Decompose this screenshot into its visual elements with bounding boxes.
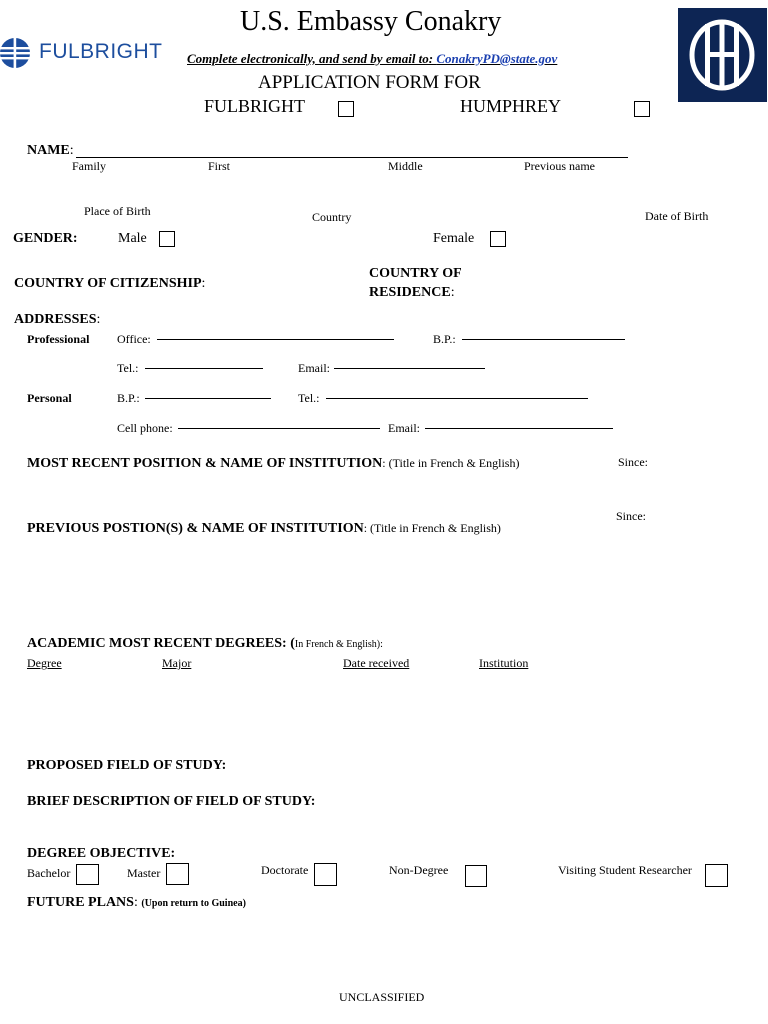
visiting-researcher-label: Visiting Student Researcher: [558, 863, 692, 877]
future-plans-note: (Upon return to Guinea): [141, 898, 246, 909]
fulbright-logo-text: FULBRIGHT: [39, 40, 163, 63]
personal-email-input-line[interactable]: [425, 428, 613, 429]
visiting-researcher-checkbox[interactable]: [705, 864, 728, 887]
fulbright-checkbox[interactable]: [338, 101, 354, 117]
office-input-line[interactable]: [157, 339, 394, 340]
recent-position-note: : (Title in French & English): [382, 456, 520, 470]
personal-tel-input-line[interactable]: [326, 398, 588, 399]
doctorate-checkbox[interactable]: [314, 863, 337, 886]
name-label: NAME:: [27, 143, 74, 158]
non-degree-label: Non-Degree: [389, 863, 449, 877]
gender-label: GENDER:: [13, 231, 78, 246]
master-checkbox[interactable]: [166, 863, 189, 885]
date-received-column-header: Date received: [343, 656, 410, 670]
instruction-line: [187, 51, 557, 67]
male-checkbox[interactable]: [159, 231, 175, 247]
professional-tel-label: Tel.:: [117, 361, 139, 375]
citizenship-label: COUNTRY OF CITIZENSHIP:: [14, 276, 206, 291]
bachelor-checkbox[interactable]: [76, 864, 99, 885]
female-checkbox[interactable]: [490, 231, 506, 247]
future-plans-heading: FUTURE PLANS: (Upon return to Guinea): [27, 895, 246, 910]
form-title: APPLICATION FORM FOR: [258, 72, 481, 93]
doctorate-label: Doctorate: [261, 863, 309, 877]
recent-position-label: MOST RECENT POSITION & NAME OF INSTITUTION: [27, 456, 383, 471]
residence-label-line1: COUNTRY OF: [369, 266, 462, 281]
option-fulbright-label: FULBRIGHT: [204, 96, 306, 116]
professional-label: Professional: [27, 332, 90, 346]
citizenship-label-text: COUNTRY OF CITIZENSHIP: [14, 276, 202, 291]
emblem-icon: [678, 8, 767, 102]
previous-position-note: : (Title in French & English): [363, 521, 501, 535]
cell-phone-input-line[interactable]: [178, 428, 380, 429]
name-sublabel-middle: Middle: [388, 159, 423, 173]
personal-bp-input-line[interactable]: [145, 398, 271, 399]
personal-tel-label: Tel.:: [298, 391, 320, 405]
place-of-birth-label: Place of Birth: [84, 204, 151, 218]
residence-label-line2: RESIDENCE:: [369, 285, 455, 300]
name-label-text: NAME: [27, 143, 70, 158]
proposed-field-label: PROPOSED FIELD OF STUDY:: [27, 758, 227, 773]
professional-email-input-line[interactable]: [334, 368, 485, 369]
bachelor-label: Bachelor: [27, 866, 71, 880]
recent-since-label: Since:: [618, 455, 648, 469]
professional-tel-input-line[interactable]: [145, 368, 263, 369]
name-input-line[interactable]: [76, 157, 628, 158]
female-label: Female: [433, 231, 475, 246]
country-label: Country: [312, 210, 352, 224]
professional-bp-label: B.P.:: [433, 332, 456, 346]
classification-footer: UNCLASSIFIED: [339, 990, 425, 1004]
previous-since-label: Since:: [616, 509, 646, 523]
office-label: Office:: [117, 332, 151, 346]
fulbright-globe-icon: [0, 36, 32, 70]
option-humphrey-label: HUMPHREY: [460, 96, 562, 116]
page-title: U.S. Embassy Conakry: [240, 6, 502, 37]
personal-label: Personal: [27, 391, 72, 405]
male-label: Male: [118, 231, 147, 246]
degrees-label: ACADEMIC MOST RECENT DEGREES: (: [27, 636, 295, 651]
professional-bp-input-line[interactable]: [462, 339, 625, 340]
date-of-birth-label: Date of Birth: [645, 209, 709, 223]
contact-email-link[interactable]: ConakryPD@state.gov: [436, 51, 558, 66]
humphrey-checkbox[interactable]: [634, 101, 650, 117]
degrees-note: In French & English):: [294, 639, 383, 650]
major-column-header: Major: [162, 656, 192, 670]
addresses-label-text: ADDRESSES: [14, 312, 97, 327]
previous-position-heading: [27, 519, 501, 537]
field-description-label: BRIEF DESCRIPTION OF FIELD OF STUDY:: [27, 794, 316, 809]
recent-position-heading: [27, 454, 519, 472]
degree-objective-label: DEGREE OBJECTIVE:: [27, 846, 176, 861]
personal-bp-label: B.P.:: [117, 391, 140, 405]
previous-position-label: PREVIOUS POSTION(S) & NAME OF INSTITUTION: [27, 521, 364, 536]
name-sublabel-previous: Previous name: [524, 159, 595, 173]
name-sublabel-first: First: [208, 159, 231, 173]
addresses-label: ADDRESSES:: [14, 312, 101, 327]
institution-column-header: Institution: [479, 656, 529, 670]
degree-column-header: Degree: [27, 656, 62, 670]
non-degree-checkbox[interactable]: [465, 865, 487, 887]
instruction-text: Complete electronically, and send by email to:: [187, 51, 437, 66]
degrees-heading: [27, 634, 383, 652]
emblem-logo: [678, 8, 767, 102]
cell-phone-label: Cell phone:: [117, 421, 173, 435]
residence-label-text: RESIDENCE: [369, 285, 451, 300]
master-label: Master: [127, 866, 161, 880]
professional-email-label: Email:: [298, 361, 330, 375]
personal-email-label: Email:: [388, 421, 420, 435]
name-sublabel-family: Family: [72, 159, 107, 173]
future-plans-label: FUTURE PLANS: [27, 895, 134, 910]
